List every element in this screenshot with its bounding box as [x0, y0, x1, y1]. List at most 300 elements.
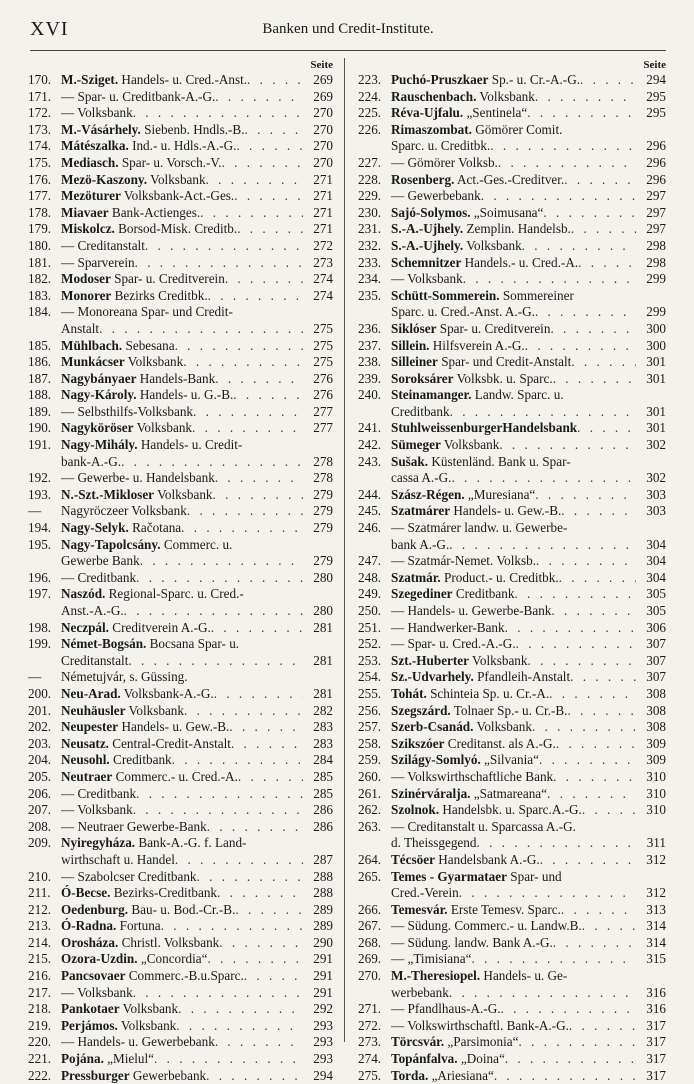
entry-text — [61, 902, 235, 919]
entry-body — [391, 719, 666, 736]
dot-leader — [514, 586, 636, 603]
entry-institution: — Volksbank — [61, 984, 133, 1000]
entry-line — [391, 1034, 666, 1051]
entry-number: 228. — [358, 171, 382, 187]
entry-number: 188. — [28, 387, 52, 403]
entry-number: 182. — [28, 271, 52, 287]
entry-place: Nyiregyháza. — [61, 835, 136, 851]
entry-line — [391, 354, 666, 371]
entry-number: 223. — [358, 72, 382, 87]
entry-place: Réva-Ujfalu. — [391, 105, 464, 121]
entry-number: 250. — [358, 603, 382, 618]
entry-text — [391, 570, 559, 587]
page-ref: 279 — [313, 503, 333, 519]
entry-line — [391, 752, 666, 769]
page-ref: 305 — [646, 586, 666, 602]
index-entry — [28, 503, 333, 520]
entry-institution: Product.- u. Creditbk. — [440, 569, 559, 585]
entry-line — [61, 520, 333, 537]
entry-number: 238. — [358, 354, 382, 370]
entry-text — [391, 819, 576, 836]
entry-institution: Volksbank — [469, 652, 528, 668]
dot-leader — [553, 371, 636, 388]
dot-leader — [567, 703, 636, 720]
dot-leader — [498, 155, 636, 172]
index-entry — [28, 138, 333, 155]
entry-number: 173. — [28, 121, 52, 137]
entry-number: 267. — [358, 918, 382, 934]
entry-line — [61, 719, 333, 736]
entry-line — [61, 503, 333, 520]
page-ref: 289 — [313, 901, 333, 917]
entry-text — [61, 454, 121, 471]
dot-leader — [501, 1001, 636, 1018]
entry-text — [61, 1051, 154, 1068]
entry-place: Neutraer — [61, 768, 113, 784]
index-entry — [28, 172, 333, 189]
entry-place: S.-A.-Ujhely. — [391, 237, 464, 253]
entry-line — [61, 1068, 333, 1084]
entry-institution: — Volkswirthschaftl. Bank-A.-G. — [391, 1017, 569, 1033]
entry-text — [61, 951, 208, 968]
entry-number: 274. — [358, 1051, 382, 1067]
page-ref: 284 — [313, 752, 333, 768]
entry-institution: Volksbank-A.-G. — [120, 685, 214, 701]
entry-text — [61, 918, 161, 935]
dot-leader — [200, 205, 303, 222]
entry-institution: Creditverein A.-G. — [108, 619, 211, 635]
dot-leader — [231, 736, 303, 753]
page-ref: 269 — [313, 88, 333, 104]
entry-line — [61, 620, 333, 637]
entry-text — [61, 520, 181, 537]
entry-text — [391, 951, 471, 968]
dot-leader — [233, 387, 303, 404]
entry-number: 217. — [28, 984, 52, 1000]
dot-leader — [245, 122, 303, 139]
entry-place: Mediasch. — [61, 154, 119, 170]
entry-line — [61, 371, 333, 388]
dot-leader — [539, 752, 636, 769]
entry-text — [391, 404, 450, 421]
dot-leader — [527, 105, 636, 122]
entry-number: — — [28, 503, 42, 519]
index-entry — [28, 1051, 333, 1068]
entry-number: 177. — [28, 188, 52, 204]
entry-number: 195. — [28, 536, 52, 552]
entry-text — [391, 786, 547, 803]
entry-text — [61, 620, 211, 637]
entry-number: 243. — [358, 453, 382, 469]
dot-leader — [215, 1034, 303, 1051]
entry-institution: — Szatmárer landw. u. Gewerbe- — [391, 520, 568, 536]
index-entry — [28, 304, 333, 337]
entry-line — [391, 155, 666, 172]
entry-institution: Spar- u. Creditverein — [436, 320, 551, 336]
dot-leader — [133, 802, 303, 819]
entry-place: Szikszóer — [391, 735, 445, 751]
entry-institution: Regional-Sparc. u. Cred.- — [105, 586, 244, 602]
dot-leader — [516, 636, 636, 653]
entry-place: Siklóser — [391, 320, 437, 336]
dot-leader — [528, 653, 637, 670]
entry-institution: — Selbsthilfs-Volksbank — [61, 403, 194, 419]
entry-body — [61, 238, 333, 255]
entry-number: 207. — [28, 802, 52, 818]
entry-institution: Németujvár, s. Güssing. — [61, 669, 188, 685]
entry-text — [391, 985, 449, 1002]
entry-body — [61, 105, 333, 122]
index-entry — [358, 852, 666, 869]
dot-leader — [582, 918, 636, 935]
entry-text — [61, 122, 245, 139]
entry-line — [391, 918, 666, 935]
entry-institution: — Volksbank — [391, 271, 463, 287]
dot-leader — [222, 155, 303, 172]
entry-line — [61, 752, 333, 769]
page-ref: 300 — [646, 320, 666, 336]
entry-line — [61, 238, 333, 255]
entry-line — [61, 1034, 333, 1051]
dot-leader — [535, 304, 636, 321]
entry-body — [391, 1051, 666, 1068]
entry-place: Soroksárer — [391, 370, 454, 386]
entry-body — [391, 1018, 666, 1035]
page-ref: 293 — [313, 1017, 333, 1033]
entry-institution: — Volksbank — [61, 105, 133, 121]
dot-leader — [136, 786, 303, 803]
dot-leader — [211, 620, 303, 637]
entry-line — [391, 172, 666, 189]
index-entry — [28, 271, 333, 288]
entry-institution: Sparc. u. Cred.-Anst. A.-G. — [391, 304, 535, 320]
dot-leader — [145, 238, 303, 255]
entry-institution: Handels- u. G.-B. — [136, 387, 234, 403]
dot-leader — [561, 503, 636, 520]
entry-text — [391, 387, 564, 404]
page-ref: 270 — [313, 121, 333, 137]
entry-place: Steinamanger. — [391, 387, 472, 403]
entry-text — [391, 454, 571, 471]
entry-line — [61, 1018, 333, 1035]
entry-place: StuhlweissenburgerHandelsbank — [391, 420, 578, 436]
entry-number: 240. — [358, 387, 382, 403]
entry-number: 242. — [358, 437, 382, 453]
entry-institution: Act.-Ges.-Creditver. — [454, 171, 565, 187]
dot-leader — [176, 1018, 303, 1035]
entry-number: 191. — [28, 437, 52, 453]
entry-text — [61, 172, 206, 189]
entry-body — [391, 935, 666, 952]
entry-number: 200. — [28, 685, 52, 701]
index-entry — [28, 205, 333, 222]
entry-body — [391, 852, 666, 869]
entry-institution: d. Theissgegend — [391, 835, 477, 851]
entry-number: 214. — [28, 934, 52, 950]
entry-institution: — Volkswirthschaftliche Bank — [391, 768, 554, 784]
entry-institution: bank-A.-G. — [61, 453, 122, 469]
entry-body — [61, 570, 333, 587]
index-entry — [28, 188, 333, 205]
entry-text — [391, 155, 498, 172]
entry-place: Szinérváralja. — [391, 785, 471, 801]
index-entry — [28, 221, 333, 238]
entry-text — [391, 902, 561, 919]
entry-text — [391, 321, 550, 338]
page-ref: 311 — [646, 835, 666, 851]
entry-number: 187. — [28, 370, 52, 386]
entry-institution: — Handels- u. Gewerbebank — [61, 1034, 215, 1050]
entry-number: 251. — [358, 619, 382, 635]
dot-leader — [175, 852, 303, 869]
entry-body — [61, 769, 333, 786]
entry-text — [61, 89, 215, 106]
entry-body — [391, 570, 666, 587]
page-ref: 270 — [313, 105, 333, 121]
entry-line — [61, 304, 333, 321]
entry-place: Perjámos. — [61, 1017, 118, 1033]
entry-body — [391, 72, 666, 89]
entry-text — [61, 138, 236, 155]
entry-institution: Bank-A.-G. f. Land- — [135, 835, 247, 851]
dot-leader — [449, 537, 636, 554]
entry-body — [61, 586, 333, 619]
entry-institution: Tolnaer Sp.- u. Cr.-B. — [450, 702, 568, 718]
entry-line — [61, 1051, 333, 1068]
entry-text — [61, 752, 172, 769]
entry-institution: Central-Credit-Anstalt — [108, 735, 231, 751]
entry-place: Torda. — [391, 1067, 429, 1083]
entry-number: 254. — [358, 669, 382, 685]
page-header — [30, 18, 666, 44]
page-ref: 271 — [313, 171, 333, 187]
index-entry — [358, 338, 666, 355]
entry-body — [61, 72, 333, 89]
entry-text — [61, 72, 247, 89]
entry-line — [391, 869, 666, 886]
entry-body — [61, 255, 333, 272]
entry-number: 196. — [28, 569, 52, 585]
entry-number: 264. — [358, 851, 382, 867]
entry-number: 271. — [358, 1001, 382, 1017]
dot-leader — [187, 503, 303, 520]
dot-leader — [244, 968, 303, 985]
page-ref: 286 — [313, 818, 333, 834]
entry-institution: — Neutraer Gewerbe-Bank — [61, 818, 207, 834]
entry-institution: — Creditbank — [61, 785, 137, 801]
dot-leader — [133, 105, 303, 122]
entry-text — [61, 221, 237, 238]
entry-text — [61, 155, 222, 172]
entry-number: 180. — [28, 237, 52, 253]
index-entry — [28, 1068, 333, 1084]
page-title: Banken und Credit-Institute. — [262, 21, 434, 37]
entry-line — [391, 238, 666, 255]
entry-place: Temesvár. — [391, 901, 448, 917]
page-ref: 304 — [646, 553, 666, 569]
entry-body — [61, 819, 333, 836]
index-entry — [28, 869, 333, 886]
entry-line — [391, 968, 666, 985]
page-ref: 270 — [313, 154, 333, 170]
dot-leader — [207, 819, 303, 836]
entry-place: Sušak. — [391, 453, 429, 469]
entry-line — [61, 122, 333, 139]
entry-place: Puchó-Pruszkaer — [391, 72, 489, 87]
entry-text — [391, 470, 451, 487]
entry-text — [61, 835, 246, 852]
dot-leader — [225, 271, 303, 288]
entry-line — [61, 835, 333, 852]
entry-body — [61, 520, 333, 537]
entry-text — [61, 470, 215, 487]
dot-leader — [549, 686, 636, 703]
entry-institution: „Soimusana“ — [470, 204, 544, 220]
index-entry — [358, 122, 666, 155]
entry-body — [391, 338, 666, 355]
entry-body — [61, 122, 333, 139]
entry-number: — — [28, 669, 42, 685]
index-entry — [358, 636, 666, 653]
entry-place: Rauschenbach. — [391, 88, 477, 104]
entry-number: 224. — [358, 88, 382, 104]
entry-institution: Volksbank — [117, 1017, 177, 1033]
entry-text — [61, 636, 239, 653]
entry-institution: Hilfsverein A.-G. — [429, 337, 525, 353]
entry-line — [61, 603, 333, 620]
entry-body — [391, 172, 666, 189]
entry-line — [391, 719, 666, 736]
page-ref: 297 — [646, 188, 666, 204]
entry-number: 246. — [358, 520, 382, 536]
entry-text — [61, 238, 145, 255]
entry-text — [61, 653, 128, 670]
entry-number: 263. — [358, 818, 382, 834]
entry-line — [391, 321, 666, 338]
dot-leader — [547, 786, 636, 803]
entry-institution: Račotana — [128, 520, 182, 536]
index-entry — [28, 935, 333, 952]
index-entry — [358, 520, 666, 553]
entry-text — [391, 221, 571, 238]
entry-line — [391, 470, 666, 487]
entry-institution: — Szatmár-Nemet. Volksb. — [391, 553, 537, 569]
entry-text — [61, 437, 242, 454]
entry-text — [61, 503, 187, 520]
entry-place: Nagyköröser — [61, 420, 134, 436]
entry-number: 213. — [28, 918, 52, 934]
page-ref: 316 — [646, 984, 666, 1000]
entry-body — [391, 902, 666, 919]
page-ref: 271 — [313, 204, 333, 220]
dot-leader — [481, 188, 636, 205]
entry-body — [391, 105, 666, 122]
entry-body — [391, 636, 666, 653]
entry-body — [391, 1068, 666, 1084]
entry-place: Neusohl. — [61, 752, 110, 768]
entry-line — [61, 636, 333, 653]
entry-text — [391, 802, 582, 819]
entry-line — [61, 288, 333, 305]
entry-text — [391, 437, 499, 454]
entry-text — [391, 653, 528, 670]
entry-number: 198. — [28, 619, 52, 635]
entry-place: Neupester — [61, 719, 119, 735]
entry-line — [61, 470, 333, 487]
entry-line — [391, 122, 666, 139]
dot-leader — [535, 89, 636, 106]
dot-leader — [178, 1001, 303, 1018]
entry-text — [61, 819, 207, 836]
entry-line — [391, 1001, 666, 1018]
entry-text — [61, 703, 184, 720]
entry-number: 220. — [28, 1034, 52, 1050]
page-ref: 292 — [313, 1001, 333, 1017]
dot-leader — [183, 354, 303, 371]
dot-leader — [184, 703, 303, 720]
entry-institution: Handelsbk. u. Sparc.A.-G. — [439, 802, 582, 818]
entry-number: 212. — [28, 901, 52, 917]
entry-institution: Commerc.-B.u.Sparc. — [125, 968, 244, 984]
entry-place: Oedenburg. — [61, 901, 129, 917]
entry-institution: Sparc. u. Creditbk. — [391, 138, 491, 154]
entry-text — [391, 935, 553, 952]
entry-line — [391, 487, 666, 504]
index-entry — [358, 387, 666, 420]
entry-body — [61, 835, 333, 868]
page-ref: 310 — [646, 768, 666, 784]
entry-number: 247. — [358, 553, 382, 569]
entry-body — [391, 487, 666, 504]
entry-text — [61, 869, 197, 886]
index-entry — [358, 769, 666, 786]
entry-place: Szatmár. — [391, 569, 441, 585]
dot-leader — [236, 138, 303, 155]
entry-institution: — Monoreana Spar- und Credit- — [61, 304, 233, 320]
entry-institution: Creditbank — [391, 403, 450, 419]
dot-leader — [459, 885, 636, 902]
dot-leader — [219, 935, 303, 952]
entry-institution: Nagyröczeer Volksbank — [61, 503, 187, 519]
entry-line — [61, 487, 333, 504]
entry-line — [61, 686, 333, 703]
dot-leader — [577, 420, 636, 437]
entry-line — [61, 669, 333, 686]
entry-institution: Volksbank — [440, 437, 500, 453]
index-entry — [28, 736, 333, 753]
index-entry — [28, 155, 333, 172]
entry-institution: — Creditbank — [61, 569, 137, 585]
entry-text — [391, 736, 556, 753]
entry-number: 197. — [28, 586, 52, 602]
entry-body — [61, 387, 333, 404]
index-entry — [28, 669, 333, 686]
entry-body — [391, 437, 666, 454]
entry-institution: Bezirks-Creditbank — [110, 885, 218, 901]
entry-body — [391, 620, 666, 637]
entry-line — [61, 138, 333, 155]
dot-leader — [128, 653, 303, 670]
page-ref: 306 — [646, 619, 666, 635]
entry-text — [61, 255, 135, 272]
entry-body — [391, 155, 666, 172]
entry-number: 216. — [28, 968, 52, 984]
entry-body — [61, 786, 333, 803]
entry-body — [391, 553, 666, 570]
index-entry — [358, 1034, 666, 1051]
entry-number: 244. — [358, 486, 382, 502]
entry-place: Silleiner — [391, 354, 438, 370]
